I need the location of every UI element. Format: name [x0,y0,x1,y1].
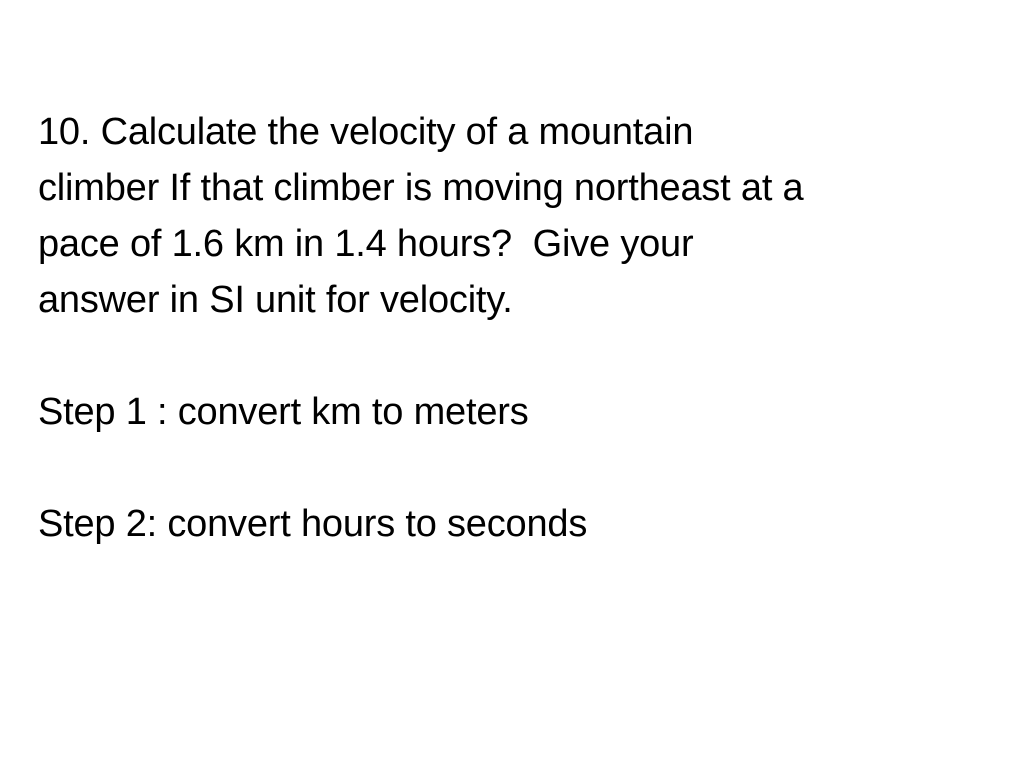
question-line-1: 10. Calculate the velocity of a mountain [38,111,694,153]
question-line-2: climber If that climber is moving northeast at a [38,167,804,209]
slide-text [38,104,998,552]
question-line-3: pace of 1.6 km in 1.4 hours? Give your [38,223,694,265]
step-1: Step 1 : convert km to meters [38,391,529,433]
step-2: Step 2: convert hours to seconds [38,503,588,545]
spacer [38,328,998,384]
question-line-4: answer in SI unit for velocity. [38,279,513,321]
spacer [38,440,998,496]
